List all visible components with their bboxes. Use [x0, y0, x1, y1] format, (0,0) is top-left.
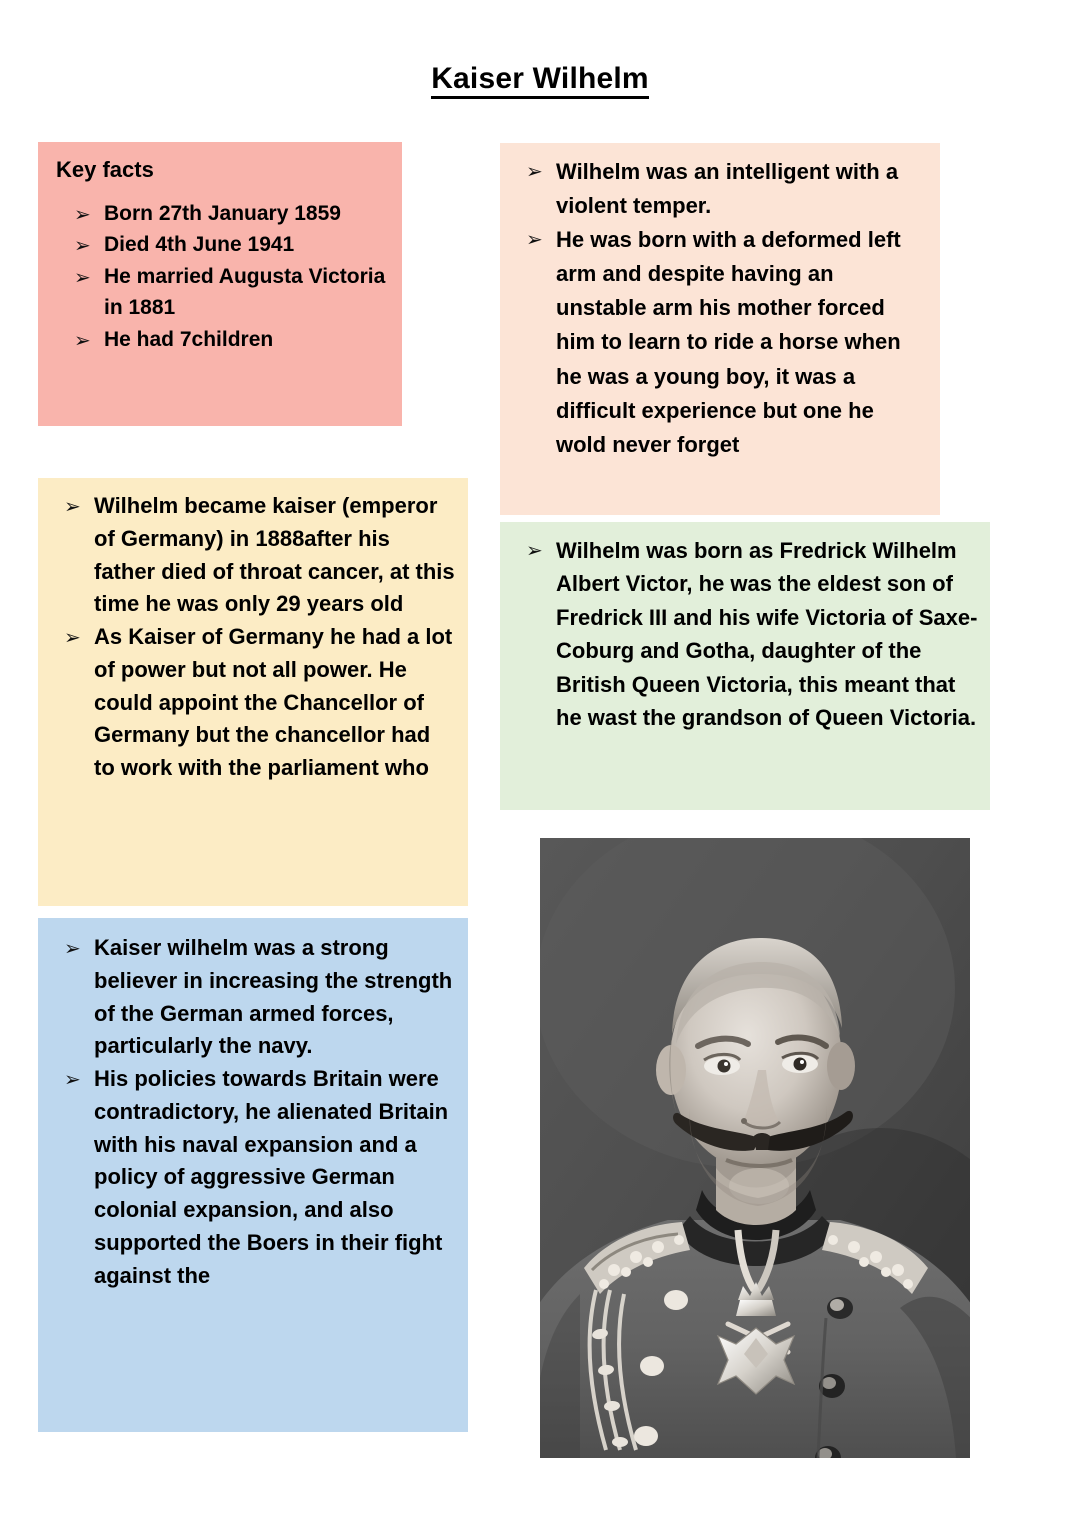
bullet-arrow-icon: ➢: [526, 159, 543, 183]
kaiser-rule-list: [54, 490, 456, 785]
list-item-text: Kaiser wilhelm was a strong believer in increasing the strength of the German armed forces, particularly the navy.: [94, 935, 453, 1059]
bullet-arrow-icon: ➢: [526, 538, 543, 562]
list-item: [54, 932, 456, 1063]
character-box: [500, 143, 940, 515]
military-policy-box: [38, 918, 468, 1432]
kaiser-rule-box: [38, 478, 468, 906]
list-item-text: Wilhelm was born as Fredrick Wilhelm Albert Victor, he was the eldest son of Fredrick III and his wife Victoria of Saxe-Coburg and Gotha, daughter of the British Queen Victoria, this meant that he wast the grandson of Queen Victoria.: [556, 538, 978, 731]
bullet-arrow-icon: ➢: [64, 625, 81, 650]
list-item-text: He had 7children: [104, 327, 274, 351]
page-title-text: Kaiser Wilhelm: [431, 62, 649, 99]
bullet-arrow-icon: ➢: [64, 494, 81, 518]
list-item-text: His policies towards Britain were contradictory, he alienated Britain with his naval expansion and a policy of aggressive German colonial expansion, and also supported the Boers in their fight against the: [94, 1066, 449, 1288]
bullet-arrow-icon: ➢: [74, 327, 91, 352]
list-item: [54, 1063, 456, 1292]
list-item-text: He was born with a deformed left arm and despite having an unstable arm his mother forced him to learn to ride a horse when he was a young boy, it was a difficult experience but one he wold never forget: [556, 227, 901, 457]
key-facts-heading: Key facts: [56, 157, 154, 182]
bullet-arrow-icon: ➢: [64, 936, 81, 960]
bullet-arrow-icon: ➢: [74, 264, 91, 289]
bullet-arrow-icon: ➢: [74, 233, 91, 257]
key-facts-list: [56, 198, 390, 356]
list-item: [56, 261, 390, 324]
military-policy-list: [54, 932, 456, 1292]
list-item-text: He married Augusta Victoria in 1881: [104, 264, 386, 319]
bullet-arrow-icon: ➢: [526, 227, 543, 252]
list-item: [514, 534, 980, 735]
list-item: [56, 229, 390, 261]
bullet-arrow-icon: ➢: [74, 201, 91, 226]
birth-list: [514, 534, 980, 735]
kaiser-wilhelm-portrait-photo: [540, 838, 970, 1458]
list-item: [54, 621, 456, 785]
list-item: [54, 490, 456, 621]
list-item: [56, 324, 390, 356]
portrait-illustration: [540, 838, 970, 1458]
list-item-text: As Kaiser of Germany he had a lot of power but not all power. He could appoint the Chancellor of Germany but the chancellor had to work with the parliament who: [94, 624, 453, 781]
character-list: [514, 155, 930, 462]
list-item: [514, 223, 930, 462]
list-item: [514, 155, 930, 223]
list-item-text: Wilhelm was an intelligent with a violent temper.: [556, 159, 899, 219]
list-item-text: Born 27th January 1859: [104, 201, 341, 225]
list-item-text: Died 4th June 1941: [104, 233, 295, 256]
bullet-arrow-icon: ➢: [64, 1067, 81, 1092]
page-title: [0, 62, 1080, 96]
key-facts-box: [38, 142, 402, 426]
list-item-text: Wilhelm became kaiser (emperor of Germany) in 1888after his father died of throat cancer, at this time he was only 29 years old: [94, 493, 455, 617]
list-item: [56, 198, 390, 230]
birth-box: [500, 522, 990, 810]
